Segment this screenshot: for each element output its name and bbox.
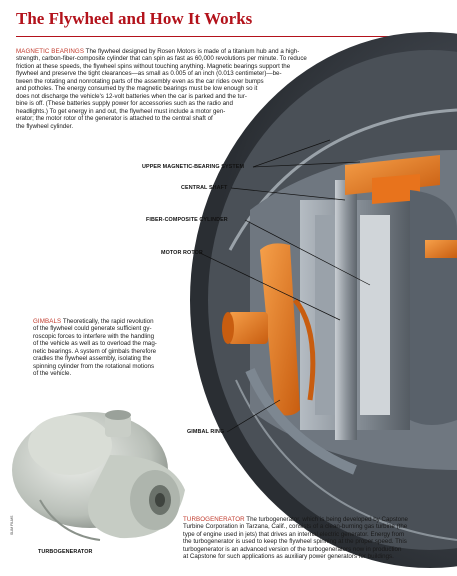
turbo-text: The turbogenerator, which is being developed by Capstone	[246, 516, 408, 523]
gimbals-line-1	[33, 318, 233, 325]
label-central-shaft: CENTRAL SHAFT	[181, 185, 228, 191]
gimbals-line-7: spinning cylinder from the rotational motions	[33, 362, 155, 370]
page-title: The Flywheel and How It Works	[16, 9, 253, 28]
turbo-line-4: the turbogenerator is used to keep the flywheel spinning at the proper speed. This	[183, 538, 407, 546]
label-turbogenerator: TURBOGENERATOR	[38, 549, 93, 555]
gimbals-line-4: of the vehicle as well as to overload the mag-	[33, 340, 157, 348]
gimbals-heading: GIMBALS	[33, 318, 62, 325]
gimbals-paragraph	[33, 318, 233, 378]
turbo-line-5: turbogenerator is an advanced version of the turbogenerators now in production	[183, 545, 402, 553]
magnetic-line-5: tween the rotating and nonrotating parts of the assembly even as the car rides over bumps	[16, 77, 264, 85]
magnetic-line-4: flywheel and preserve the tight clearances—as small as 0.005 of an inch (0.013 centimeter)—be-	[16, 70, 282, 78]
turbogenerator-heading: TURBOGENERATOR	[183, 516, 245, 523]
turbo-line-1	[183, 516, 451, 523]
magnetic-bearings-paragraph	[16, 48, 446, 130]
magnetic-text: The flywheel designed by Rosen Motors is made of a titanium hub and a high-	[85, 48, 300, 55]
gimbals-line-8: of the vehicle.	[33, 370, 72, 378]
turbo-line-6: at Capstone for such applications as auxiliary power generators for buildings.	[183, 553, 394, 561]
gimbals-text: Theoretically, the rapid revolution	[62, 318, 154, 325]
turbo-line-2: Turbine Corporation in Tarzana, Calif., consists of a clean-burning gas turbine (the	[183, 523, 408, 531]
magnetic-line-11: the flywheel cylinder.	[16, 122, 74, 130]
gimbals-line-6: cradles the flywheel assembly, isolating the	[33, 355, 152, 363]
label-upper-magnetic-bearing: UPPER MAGNETIC-BEARING SYSTEM	[142, 164, 245, 170]
label-motor-rotor: MOTOR ROTOR	[161, 250, 203, 256]
illustration-credit: SLIM FILMS	[10, 515, 14, 535]
magnetic-line-2: strength, carbon-fiber-composite cylinder that can spin as fast as 60,000 revolutions per minute. To reduce	[16, 55, 307, 63]
magnetic-line-1	[16, 48, 446, 55]
magnetic-line-7: does not discharge the vehicle's 12-volt batteries when the car is parked and the tur-	[16, 92, 247, 100]
turbo-line-3: type of engine used in jets) that drives an internal electric generator. Energy from	[183, 530, 405, 538]
gimbals-line-2: of the flywheel could generate sufficient gy-	[33, 325, 152, 333]
gimbals-line-5: netic bearings. A system of gimbals therefore	[33, 347, 157, 355]
turbogenerator-paragraph	[183, 516, 451, 561]
magnetic-line-9: headlights.) To get energy in and out, the flywheel must include a motor gen-	[16, 107, 226, 115]
magnetic-line-3: friction at these speeds, the flywheel spins without touching anything. Magnetic bearings support the	[16, 62, 291, 70]
magnetic-line-6: and potholes. The energy consumed by the magnetic bearings must be low enough so it	[16, 85, 258, 93]
turbogenerator-graphic	[12, 410, 185, 540]
label-fiber-composite-cylinder: FIBER-COMPOSITE CYLINDER	[146, 217, 228, 223]
label-gimbal-ring: GIMBAL RING	[187, 429, 225, 435]
magnetic-line-8: bine is off. (These batteries supply power for accessories such as the radio and	[16, 100, 233, 108]
gimbals-line-3: roscopic forces to interfere with the handling	[33, 332, 155, 340]
magnetic-bearings-heading: MAGNETIC BEARINGS	[16, 48, 85, 55]
magnetic-line-10: erator; the motor rotor of the generator is attached to the central shaft of	[16, 115, 213, 123]
